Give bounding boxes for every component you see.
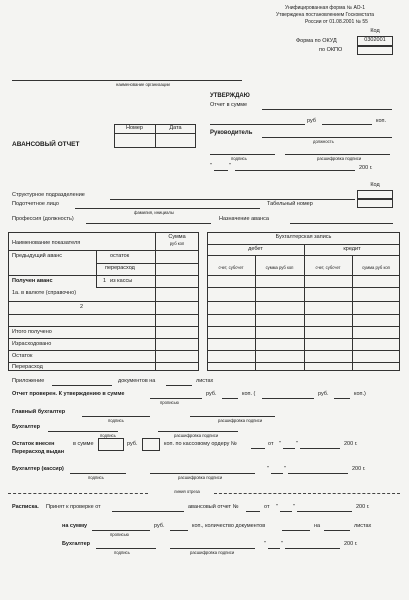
kassir-label: Бухгалтер (кассир) [12, 466, 64, 472]
kass-order-month-line[interactable] [300, 448, 340, 449]
kass-order-ot: от [268, 441, 274, 447]
kassir-month-line[interactable] [288, 473, 348, 474]
tear-buh-month-line[interactable] [285, 548, 340, 549]
row2-label: 2 [79, 304, 84, 310]
form-header-line3: России от 01.08.2001 № 55 [305, 19, 368, 25]
proveren-rub-line[interactable] [150, 398, 202, 399]
glavny-buh-sign-line[interactable] [82, 416, 150, 417]
approve-kop-line[interactable] [322, 124, 372, 125]
form-header-line1: Унифицированная форма № АО-1 [285, 5, 366, 11]
col-sum-header: Сумма [168, 234, 186, 240]
kop-kolichestvo-label: коп., количество документов [192, 523, 266, 529]
approve-sign-line[interactable] [210, 154, 275, 155]
dokumentov-na-label: документов на [118, 378, 156, 384]
raspiska-label: Расписка. [12, 504, 39, 510]
pererashod-label: перерасход [105, 265, 135, 271]
approve-decode-line[interactable] [285, 154, 390, 155]
tear-year: 200 г. [356, 504, 370, 510]
tear-line-right [214, 493, 400, 494]
kassir-podpis: подпись [88, 475, 104, 480]
tear-buh-decode-line[interactable] [170, 548, 255, 549]
left-row-line-4 [96, 287, 199, 288]
forma-okud-label: Форма по ОКУД [296, 38, 337, 44]
kassir-decode-line[interactable] [150, 473, 255, 474]
po-kass-order-label: коп. по кассовому ордеру № [164, 441, 237, 447]
approve-rub: руб [307, 118, 316, 124]
rukovoditel-label: Руководитель [210, 130, 253, 136]
dolzhnost-caption: должность [313, 139, 334, 144]
kass-order-year: 200 г. [344, 441, 358, 447]
left-row-line-10 [8, 362, 199, 363]
profession-label: Профессия (должность) [12, 216, 74, 222]
report-title: АВАНСОВЫЙ ОТЧЕТ [12, 141, 80, 148]
tear-buhgalter-label: Бухгалтер [62, 541, 91, 547]
col-sum-subheader: руб коп [169, 241, 185, 246]
tear-buh-quote2: " [281, 541, 283, 547]
tear-kop-line[interactable] [170, 530, 188, 531]
left-row-line-6 [8, 314, 199, 315]
right-row-line-1 [207, 275, 400, 276]
kassir-quote1: " [267, 466, 269, 472]
approve-title: УТВЕРЖДАЮ [210, 93, 250, 99]
tear-sheets-line[interactable] [324, 530, 350, 531]
fio-caption: фамилия, инициалы [134, 210, 174, 215]
avansovy-nom-label: авансовый отчет № [188, 504, 239, 510]
col-name-header: Наименование показателя [12, 240, 81, 246]
kredit-schet-header: счет, субсчет [315, 265, 341, 270]
buhgalter-sign-line[interactable] [48, 431, 118, 432]
tear-day-line[interactable] [280, 511, 292, 512]
form-header-line2: Утверждена постановлением Госкомстата [276, 12, 375, 18]
right-row-line-6 [207, 338, 400, 339]
v-valyute-label: 1а. в валюте (справочно) [12, 290, 77, 296]
org-name-caption: наименование организации [116, 82, 170, 87]
tabel-code-cell[interactable] [357, 199, 393, 208]
poluchen-label: Получен аванс [12, 278, 53, 284]
approve-sum-line[interactable] [262, 109, 392, 110]
ostatok-vnesen-label: Остаток внесен [12, 441, 55, 447]
tear-quote1: " [276, 504, 278, 510]
buhgalter-decode-line[interactable] [158, 431, 238, 432]
proveren-rub-paren: руб. [318, 391, 329, 397]
kass-order-quote2: " [296, 441, 298, 447]
prilozhenie-count-line[interactable] [52, 385, 112, 386]
tear-buh-decode: расшифровка подписи [190, 550, 235, 555]
right-debet-kredit-divider [304, 244, 305, 371]
approve-sum-label: Отчет в сумме [210, 102, 248, 108]
number-header: Номер [126, 125, 143, 131]
proveren-kop-close: коп.) [354, 391, 366, 397]
struct-label: Структурное подразделение [12, 192, 85, 198]
kass-order-day-line[interactable] [283, 448, 295, 449]
proveren-words-line[interactable] [262, 398, 314, 399]
podotchet-line[interactable] [75, 208, 260, 209]
debet-schet-header: счет, субсчет [218, 265, 244, 270]
debet-summa-header: сумма руб коп [265, 265, 294, 270]
left-row-line-3 [8, 275, 199, 276]
buh-zapis-header: Бухгалтерская запись [275, 234, 332, 240]
tear-listah: листах [354, 523, 372, 529]
kass-order-num-line[interactable] [251, 448, 265, 449]
left-row-line-9 [8, 350, 199, 351]
tear-buh-quote1: " [264, 541, 266, 547]
approve-podpis-caption: подпись [231, 156, 247, 161]
approve-decode-caption: расшифровка подписи [317, 156, 362, 161]
po-okpo-label: по ОКПО [319, 47, 343, 53]
prinyat-label: Принят к проверке от [46, 504, 101, 510]
approve-date-quote: " [210, 163, 212, 169]
itogo-label: Итого получено [12, 329, 52, 335]
kod-label: Код [370, 28, 380, 34]
otchet-proveren-label: Отчет проверен. К утверждению в сумме [12, 391, 125, 397]
izrashodovano-label: Израсходовано [12, 341, 52, 347]
right-row-line-3 [207, 301, 400, 302]
approve-day-line[interactable] [214, 170, 228, 171]
proveren-rub: руб. [206, 391, 217, 397]
kassir-quote2: " [284, 466, 286, 472]
okpo-code-cell[interactable] [357, 46, 393, 55]
kassir-year: 200 г. [352, 466, 366, 472]
buhgalter-label: Бухгалтер [12, 424, 41, 430]
tear-docs-count-line[interactable] [282, 530, 310, 531]
org-name-line[interactable] [12, 80, 242, 81]
tear-line-left [8, 493, 148, 494]
rukovoditel-line[interactable] [262, 137, 392, 138]
naznachenie-label: Назначение аванса [219, 216, 269, 222]
proveren-kop-paren: коп. ( [242, 391, 256, 397]
struct-code-cell[interactable] [357, 190, 393, 199]
ostatok-sum-box[interactable] [98, 438, 124, 451]
right-kredit-inner-divider [352, 255, 353, 371]
naznachenie-line[interactable] [290, 223, 393, 224]
tabel-label: Табельный номер [267, 201, 313, 207]
podotchet-label: Подотчетное лицо [12, 201, 59, 207]
listah-label: листах [196, 378, 214, 384]
tear-line-label: линия отреза [174, 489, 200, 494]
left-row-line-2 [96, 263, 199, 264]
profession-line[interactable] [86, 223, 211, 224]
na-summu-label: на сумму [62, 523, 88, 529]
proveren-propisyu-caption: прописью [160, 400, 179, 405]
v-summe-label: в сумме [73, 441, 94, 447]
pererashod-vydan-label: Перерасход выдан [12, 449, 65, 455]
prilozhenie-label: Приложение [12, 378, 45, 384]
tear-na: на [314, 523, 321, 529]
person-kod-label: Код [370, 182, 380, 188]
struct-line[interactable] [110, 199, 355, 200]
kredit-summa-header: сумма руб коп [362, 265, 390, 270]
buhgalter-decode: расшифровка подписи [174, 433, 219, 438]
ostatok-label: остаток [110, 253, 130, 259]
iz-kassy-num: 1 [103, 278, 107, 284]
tear-ot: от [264, 504, 270, 510]
debet-header: дебет [248, 246, 263, 252]
iz-kassy-label: из кассы [110, 278, 133, 284]
prilozhenie-sheets-line[interactable] [166, 385, 192, 386]
right-row-line-2 [207, 287, 400, 288]
date-header: Дата [169, 125, 182, 131]
tear-buh-sign-line[interactable] [96, 548, 156, 549]
left-row-line-7 [8, 326, 199, 327]
glavny-buh-podpis: подпись [108, 418, 124, 423]
tear-rub: руб. [154, 523, 165, 529]
na-summu-line[interactable] [92, 530, 150, 531]
tear-buh-year: 200 г. [344, 541, 358, 547]
pererashod2-label: Перерасход [12, 364, 43, 370]
okud-code-value: 0302001 [364, 37, 386, 43]
glavny-buh-decode-line[interactable] [190, 416, 275, 417]
tear-buh-day-line[interactable] [268, 548, 280, 549]
kassir-decode: расшифровка подписи [178, 475, 223, 480]
approve-kop: коп. [376, 118, 387, 124]
tear-quote2: " [293, 504, 295, 510]
tear-buh-podpis: подпись [114, 550, 130, 555]
left-row-line-8 [8, 338, 199, 339]
right-row-line-5 [207, 326, 400, 327]
right-row-line-8 [207, 362, 400, 363]
kass-order-quote1: " [279, 441, 281, 447]
proveren-kop-line[interactable] [222, 398, 238, 399]
approve-year: 200 г. [359, 165, 373, 171]
ostatok-rub: руб. [127, 441, 138, 447]
right-debet-inner-divider [255, 255, 256, 371]
approve-month-line[interactable] [235, 170, 355, 171]
tear-report-num-line[interactable] [246, 511, 260, 512]
buhgalter-podpis: подпись [100, 433, 116, 438]
kredit-header: кредит [343, 246, 361, 252]
proveren-kop2-line[interactable] [334, 398, 350, 399]
kassir-sign-line[interactable] [70, 473, 126, 474]
approve-date-quote2: " [229, 163, 231, 169]
prev-avans-label: Предыдущий аванс [12, 253, 63, 259]
left-row-line-5 [8, 301, 199, 302]
right-row-line-7 [207, 350, 400, 351]
tear-month-line[interactable] [297, 511, 352, 512]
ostatok-kop-box[interactable] [142, 438, 160, 451]
propisyu-caption: прописью [110, 532, 129, 537]
left-row-line-1 [8, 250, 199, 251]
right-row-line-4 [207, 314, 400, 315]
prinyat-from-line[interactable] [112, 511, 184, 512]
right-header-line-2 [207, 255, 400, 256]
kassir-day-line[interactable] [271, 473, 283, 474]
glavny-buh-decode: расшифровка подписи [218, 418, 263, 423]
number-date-header-line [114, 133, 196, 134]
left-table-inner-divider [96, 250, 97, 288]
glavny-buh-label: Главный бухгалтер [12, 409, 66, 415]
ostatok2-label: Остаток [12, 353, 33, 359]
approve-sum-words-line[interactable] [210, 124, 305, 125]
